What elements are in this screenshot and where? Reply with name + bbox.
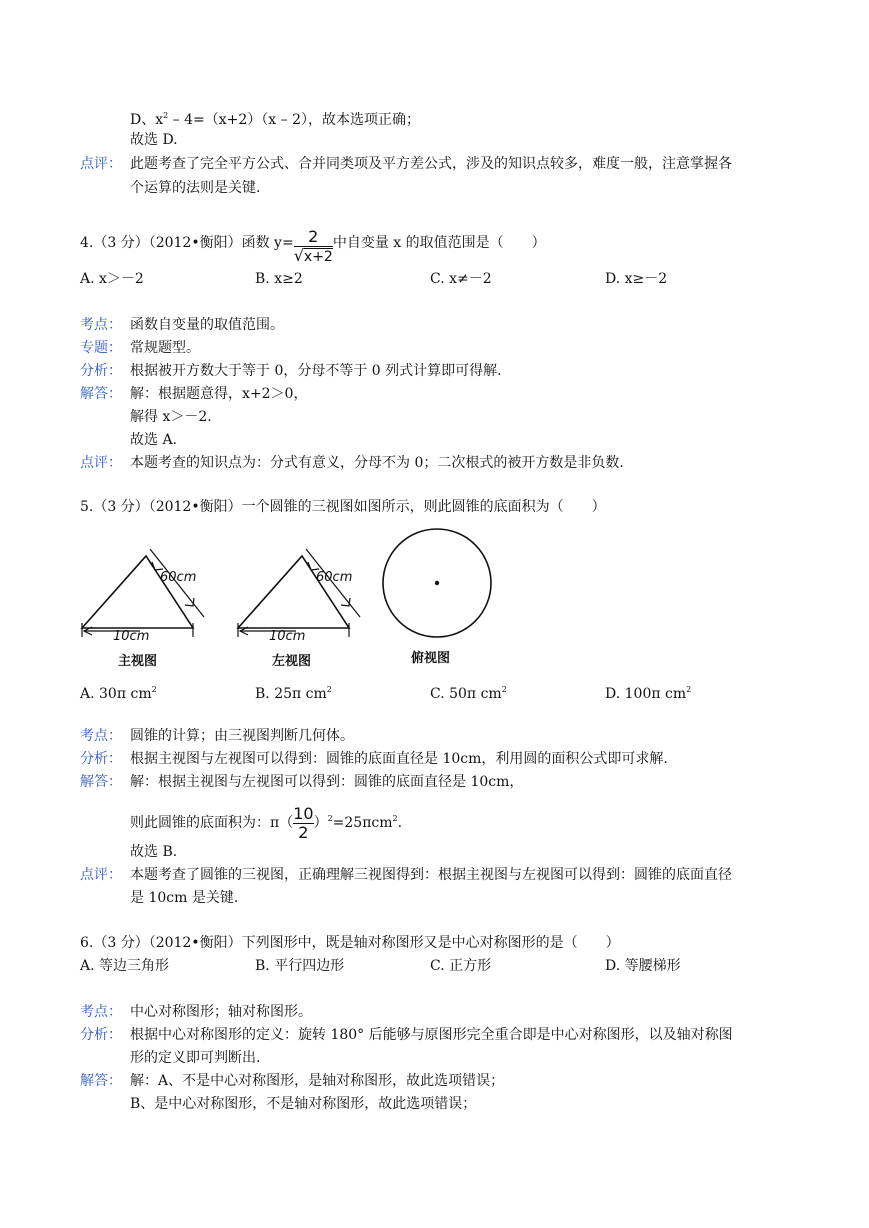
q4-jieda-2: 解得 x＞－2.	[130, 409, 212, 425]
q4-frac-num: 2	[308, 227, 319, 246]
q5-jieda-tag: 解答：	[80, 774, 122, 790]
q6-kaodian: 中心对称图形；轴对称图形。	[130, 1004, 312, 1020]
q5-fraction	[293, 805, 313, 842]
q5-jieda-2-pre: 则此圆锥的底面积为：π（	[130, 815, 294, 831]
q4-zhuanti: 常规题型。	[130, 340, 200, 356]
q5-option-c-text: C. 50π cm	[430, 686, 502, 702]
q4-jieda-1: 解：根据题意得，x+2＞0，	[130, 386, 308, 402]
q5-frac-num: 10	[293, 803, 314, 823]
q4-frac-den-text: x+2	[303, 249, 333, 265]
q4-fraction	[294, 228, 333, 266]
q5-kaodian: 圆锥的计算；由三视图判断几何体。	[130, 728, 354, 744]
q6-fenxi-tag: 分析：	[80, 1027, 122, 1043]
q4-stem-pre: 4.（3 分）（2012•衡阳）函数 y=	[80, 235, 294, 251]
q5-jieda-2	[130, 797, 402, 845]
three-view-figure	[0, 525, 869, 685]
q5-option-d	[605, 681, 691, 703]
q3-dianping-tag: 点评：	[80, 156, 122, 172]
q5-stem: 5.（3 分）（2012•衡阳）一个圆锥的三视图如图所示，则此圆锥的底面积为（ ）	[80, 499, 606, 515]
q3-answer: 故选 D.	[130, 132, 178, 148]
front-base-label: 10cm	[113, 629, 150, 644]
q5-option-b-text: B. 25π cm	[255, 686, 327, 702]
q5-option-c	[430, 681, 507, 703]
q4-option-a: A. x＞－2	[80, 271, 144, 287]
q4-zhuanti-tag: 专题：	[80, 340, 122, 356]
q5-option-d-text: D. 100π cm	[605, 686, 687, 702]
front-view	[82, 549, 204, 669]
left-slant-label: 60cm	[316, 570, 353, 585]
q3-line-d	[130, 107, 420, 129]
q4-option-c: C. x≠－2	[430, 271, 492, 287]
q3-line-d-prefix: D、x	[130, 112, 164, 128]
q4-stem-post: 中自变量 x 的取值范围是（ ）	[332, 235, 546, 251]
q5-kaodian-tag: 考点：	[80, 728, 122, 744]
q4-option-b: B. x≥2	[255, 271, 303, 287]
q4-fenxi: 根据被开方数大于等于 0，分母不等于 0 列式计算即可得解.	[130, 363, 502, 379]
q4-stem	[80, 228, 546, 266]
q6-jieda-1: 解：A、不是中心对称图形，是轴对称图形，故此选项错误；	[130, 1073, 505, 1089]
q5-option-a	[80, 681, 157, 703]
q5-dianping-1: 本题考查了圆锥的三视图，正确理解三视图得到：根据主视图与左视图可以得到：圆锥的底面直径	[130, 867, 732, 883]
q4-dianping-tag: 点评：	[80, 455, 122, 471]
exponent: 2	[151, 685, 157, 694]
q3-dianping-2: 个运算的法则是关键.	[130, 180, 261, 196]
q5-option-a-text: A. 30π cm	[80, 686, 152, 702]
q4-kaodian: 函数自变量的取值范围。	[130, 317, 284, 333]
exponent: 2	[327, 814, 333, 823]
q3-dianping-1: 此题考查了完全平方公式、合并同类项及平方差公式，涉及的知识点较多，难度一般，注意掌握各	[130, 156, 732, 172]
left-caption: 左视图	[272, 654, 312, 669]
top-view	[383, 529, 491, 666]
exponent: 2	[501, 685, 507, 694]
exponent: 2	[326, 685, 332, 694]
q4-jieda-3: 故选 A.	[130, 432, 178, 448]
q4-frac-den	[294, 246, 333, 266]
q4-kaodian-tag: 考点：	[80, 317, 122, 333]
q5-option-b	[255, 681, 332, 703]
q5-fenxi-tag: 分析：	[80, 751, 122, 767]
q5-jieda-1: 解：根据主视图与左视图可以得到：圆锥的底面直径是 10cm，	[130, 774, 524, 790]
q6-kaodian-tag: 考点：	[80, 1004, 122, 1020]
front-caption: 主视图	[118, 654, 158, 669]
left-view	[238, 549, 360, 669]
q5-jieda-2-post: ）	[313, 815, 328, 831]
exponent: 2	[686, 685, 692, 694]
top-caption: 俯视图	[411, 651, 451, 666]
left-base-label: 10cm	[269, 629, 306, 644]
q5-jieda-2-tail: =25πcm	[332, 815, 393, 831]
sqrt-icon: √	[293, 246, 304, 265]
q6-option-c: C. 正方形	[430, 958, 492, 974]
q6-stem: 6.（3 分）（2012•衡阳）下列图形中，既是轴对称图形又是中心对称图形的是（ ）	[80, 935, 620, 951]
front-slant-label: 60cm	[160, 570, 197, 585]
q4-fenxi-tag: 分析：	[80, 363, 122, 379]
q5-frac-den: 2	[293, 823, 313, 842]
q5-dianping-tag: 点评：	[80, 867, 122, 883]
q5-fenxi: 根据主视图与左视图可以得到：圆锥的底面直径是 10cm，利用圆的面积公式即可求解.	[130, 751, 668, 767]
q5-dianping-2: 是 10cm 是关键.	[130, 890, 239, 906]
q6-jieda-tag: 解答：	[80, 1073, 122, 1089]
exponent: 2	[392, 814, 398, 823]
q4-option-d: D. x≥－2	[605, 271, 668, 287]
q6-fenxi-1: 根据中心对称图形的定义：旋转 180° 后能够与原图形完全重合即是中心对称图形，以及轴对称图	[130, 1027, 733, 1043]
q6-option-a: A. 等边三角形	[80, 958, 170, 974]
q5-jieda-3: 故选 B.	[130, 844, 178, 860]
q6-option-b: B. 平行四边形	[255, 958, 345, 974]
q3-line-d-rest: – 4=（x+2）（x – 2），故本选项正确；	[168, 112, 420, 128]
q5-period: .	[397, 815, 403, 831]
q6-fenxi-2: 形的定义即可判断出.	[130, 1050, 261, 1066]
q6-option-d: D. 等腰梯形	[605, 958, 681, 974]
q4-jieda-tag: 解答：	[80, 386, 122, 402]
q6-jieda-2: B、是中心对称图形，不是轴对称图形，故此选项错误；	[130, 1096, 477, 1112]
q4-dianping: 本题考查的知识点为：分式有意义，分母不为 0；二次根式的被开方数是非负数.	[130, 455, 624, 471]
exponent: 2	[163, 111, 169, 120]
